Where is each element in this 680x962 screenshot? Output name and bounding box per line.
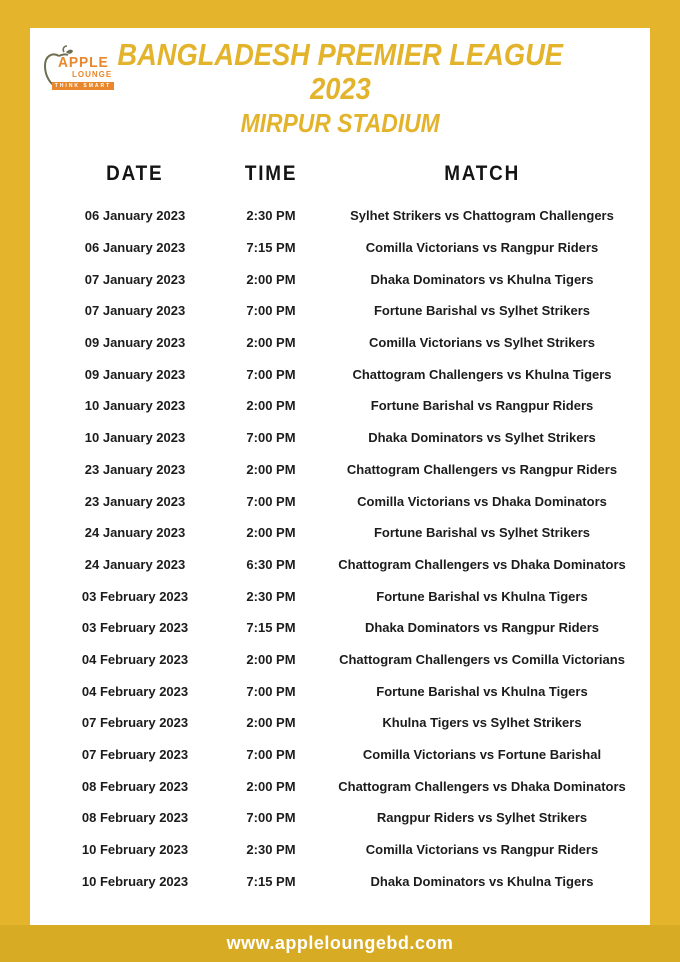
time-cell: 2:00 PM	[246, 778, 296, 794]
date-cell: 24 January 2023	[84, 556, 186, 572]
match-cell: Fortune Barishal vs Khulna Tigers	[376, 683, 588, 699]
match-cell: Chattogram Challengers vs Dhaka Dominators	[338, 556, 626, 572]
time-cell: 7:00 PM	[246, 366, 296, 382]
time-cell: 2:00 PM	[246, 715, 296, 731]
time-cell: 6:30 PM	[246, 556, 296, 572]
time-cell: 2:30 PM	[246, 208, 296, 224]
date-cell: 09 January 2023	[84, 335, 186, 351]
match-cell: Dhaka Dominators vs Rangpur Riders	[364, 620, 600, 636]
match-cell: Sylhet Strikers vs Chattogram Challengers	[350, 208, 614, 224]
match-cell: Comilla Victorians vs Sylhet Strikers	[369, 335, 595, 351]
match-cell: Chattogram Challengers vs Khulna Tigers	[352, 366, 612, 382]
table-row	[30, 675, 650, 707]
table-row	[30, 580, 650, 612]
column-header-match: MATCH	[444, 162, 520, 185]
table-row	[30, 232, 650, 264]
time-cell: 2:00 PM	[246, 525, 296, 541]
logo-brand-name: APPLE	[58, 54, 109, 71]
date-cell: 07 February 2023	[81, 715, 189, 731]
footer-bar	[0, 925, 680, 962]
table-row	[30, 834, 650, 866]
column-header-time: TIME	[244, 162, 298, 185]
match-cell: Fortune Barishal vs Sylhet Strikers	[373, 303, 591, 319]
date-cell: 10 January 2023	[84, 430, 186, 446]
match-cell: Fortune Barishal vs Sylhet Strikers	[373, 525, 591, 541]
logo-tagline: THINK SMART	[52, 82, 114, 90]
match-cell: Dhaka Dominators vs Khulna Tigers	[370, 873, 594, 889]
time-cell: 2:00 PM	[246, 461, 296, 477]
page-title-line2: 2023	[309, 71, 371, 106]
date-cell: 08 February 2023	[81, 810, 189, 826]
table-row	[30, 644, 650, 676]
match-cell: Rangpur Riders vs Sylhet Strikers	[376, 810, 588, 826]
content-sheet	[30, 28, 650, 925]
time-cell: 7:15 PM	[246, 240, 296, 256]
date-cell: 23 January 2023	[84, 461, 186, 477]
match-cell: Chattogram Challengers vs Rangpur Riders	[346, 461, 618, 477]
time-cell: 2:00 PM	[246, 335, 296, 351]
date-cell: 10 February 2023	[81, 842, 189, 858]
date-cell: 07 January 2023	[84, 271, 186, 287]
table-row	[30, 707, 650, 739]
match-cell: Fortune Barishal vs Khulna Tigers	[376, 588, 588, 604]
table-row	[30, 295, 650, 327]
table-row	[30, 263, 650, 295]
date-cell: 24 January 2023	[84, 525, 186, 541]
time-cell: 2:00 PM	[246, 398, 296, 414]
page-subtitle: MIRPUR STADIUM	[240, 108, 440, 138]
table-row	[30, 358, 650, 390]
match-cell: Comilla Victorians vs Rangpur Riders	[365, 842, 599, 858]
date-cell: 07 January 2023	[84, 303, 186, 319]
date-cell: 08 February 2023	[81, 778, 189, 794]
date-cell: 03 February 2023	[81, 620, 189, 636]
date-cell: 10 January 2023	[84, 398, 186, 414]
title-block	[30, 38, 650, 138]
table-row	[30, 865, 650, 897]
table-row	[30, 549, 650, 581]
time-cell: 7:15 PM	[246, 873, 296, 889]
match-cell: Dhaka Dominators vs Khulna Tigers	[370, 271, 594, 287]
match-cell: Chattogram Challengers vs Dhaka Dominators	[338, 778, 626, 794]
time-cell: 7:00 PM	[246, 430, 296, 446]
schedule-rows	[30, 200, 650, 897]
time-cell: 7:00 PM	[246, 493, 296, 509]
table-row	[30, 802, 650, 834]
match-cell: Dhaka Dominators vs Sylhet Strikers	[368, 430, 596, 446]
date-cell: 10 February 2023	[81, 873, 189, 889]
time-cell: 2:00 PM	[246, 651, 296, 667]
time-cell: 2:30 PM	[246, 588, 296, 604]
page-title-line1: BANGLADESH PREMIER LEAGUE	[117, 37, 563, 72]
match-cell: Comilla Victorians vs Rangpur Riders	[365, 240, 599, 256]
time-cell: 7:00 PM	[246, 303, 296, 319]
table-row	[30, 390, 650, 422]
match-cell: Fortune Barishal vs Rangpur Riders	[370, 398, 594, 414]
match-cell: Chattogram Challengers vs Comilla Victorians	[339, 651, 625, 667]
date-cell: 07 February 2023	[81, 747, 189, 763]
match-cell: Khulna Tigers vs Sylhet Strikers	[382, 715, 582, 731]
time-cell: 7:15 PM	[246, 620, 296, 636]
time-cell: 2:30 PM	[246, 842, 296, 858]
time-cell: 7:00 PM	[246, 747, 296, 763]
table-row	[30, 485, 650, 517]
date-cell: 03 February 2023	[81, 588, 189, 604]
date-cell: 06 January 2023	[84, 208, 186, 224]
date-cell: 04 February 2023	[81, 683, 189, 699]
column-header-date: DATE	[106, 162, 164, 185]
table-row	[30, 739, 650, 771]
time-cell: 2:00 PM	[246, 271, 296, 287]
table-row	[30, 200, 650, 232]
time-cell: 7:00 PM	[246, 683, 296, 699]
match-cell: Comilla Victorians vs Fortune Barishal	[362, 747, 602, 763]
table-row	[30, 770, 650, 802]
table-row	[30, 422, 650, 454]
date-cell: 23 January 2023	[84, 493, 186, 509]
date-cell: 04 February 2023	[81, 651, 189, 667]
date-cell: 06 January 2023	[84, 240, 186, 256]
logo-brand-subname: LOUNGE	[72, 70, 113, 79]
table-row	[30, 327, 650, 359]
table-row	[30, 612, 650, 644]
table-row	[30, 517, 650, 549]
time-cell: 7:00 PM	[246, 810, 296, 826]
schedule-table-header	[30, 162, 650, 190]
footer-website-url: www.appleloungebd.com	[226, 933, 454, 953]
date-cell: 09 January 2023	[84, 366, 186, 382]
table-row	[30, 454, 650, 486]
match-cell: Comilla Victorians vs Dhaka Dominators	[357, 493, 607, 509]
